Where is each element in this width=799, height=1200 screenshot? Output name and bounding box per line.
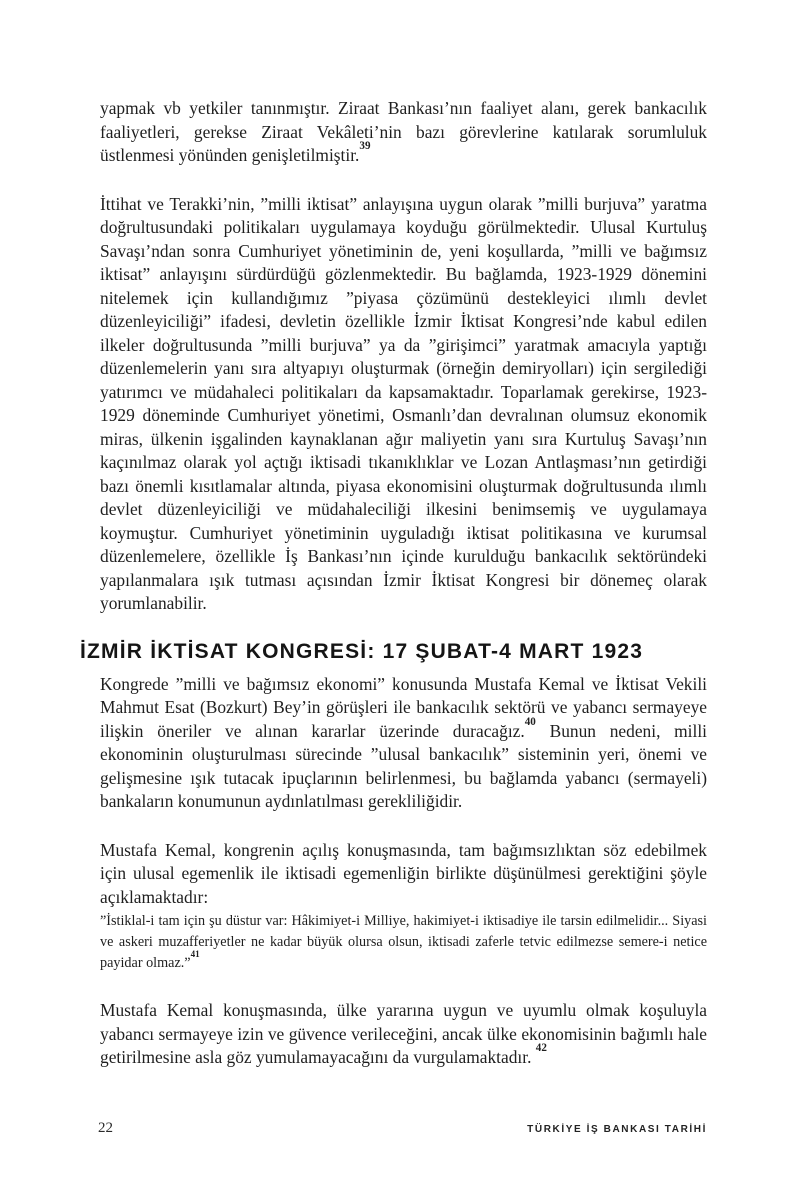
paragraph-ittihat-terakki <box>100 193 707 616</box>
footnote-marker-40: 40 <box>524 715 536 728</box>
paragraph-text: İttihat ve Terakki’nin, ”milli iktisat” anlayışına uygun olarak ”milli burjuva” yaratma doğrultusundaki politikaları uygulamaya koyduğu görülmektedir. Ulusal Kurtuluş Savaşı’ndan sonra Cumhuriyet yönetiminin de, yeni koşullarda, ”milli ve bağımsız iktisat” anlayışını sürdürdüğü gözlenmektedir. Bu bağlamda, 1923-1929 dönemini nitelemek için kullandığımız ”piyasa çözümünü destekleyici ılımlı devlet düzenleyiciliği” ifadesi, devletin özellikle İzmir İktisat Kongresi’nde kabul edilen ilkeler doğrultusunda ”milli burjuva” ya da ”girişimci” yaratmak amacıyla yaptığı düzenlemelerin yanı sıra altyapıyı oluşturmak (örneğin demiryolları) için sergilediği yatırımcı ve müdahaleci politikaları da kapsamaktadır. Toparlamak gerekirse, 1923-1929 döneminde Cumhuriyet yönetimi, Osmanlı’dan devralınan olumsuz ekonomik miras, ülkenin işgalinden kaynaklanan ağır maliyetin yanı sıra Kurtuluş Savaşı’nın kaçınılmaz olarak yol açtığı iktisadi tıkanıklıklar ve Lozan Antlaşması’nın getirdiği bazı önemli kısıtlamalar altında, piyasa ekonomisini oluşturmak doğrultusunda ılımlı devlet düzenleyiciliği ve müdahaleciliği ilkesini benimsemiş ve uygulamaya koymuştur. Cumhuriyet yönetiminin uyguladığı iktisat politikasına ve kurumsal düzenlemelere, özellikle İş Bankası’nın içinde kurulduğu bankacılık sektöründeki yapılanmalara ışık tutması açısından İzmir İktisat Kongresi bir dönemeç olarak yorumlanabilir. <box>100 193 707 613</box>
paragraph-acilis-konusmasi <box>100 839 707 910</box>
paragraph-kongre <box>100 673 707 814</box>
footnote-marker-39: 39 <box>359 140 371 153</box>
paragraph-text: yapmak vb yetkiler tanınmıştır. Ziraat Bankası’nın faaliyet alanı, gerek bankacılık faaliyetleri, gerekse Ziraat Vekâleti’nin bazı görevlerine katılarak sorumluluk üstlenmesi yönünden genişletilmiştir. <box>100 98 707 165</box>
paragraph-ziraat-bankasi <box>100 97 707 168</box>
page-footer <box>98 1120 707 1137</box>
page-content <box>80 97 707 1070</box>
footnote-marker-41: 41 <box>190 949 200 960</box>
paragraph-text: Bunun nedeni, milli ekonominin oluşturulması sürecinde ”ulusal bankacılık” sisteminin yeri, önemi ve gelişmesine ışık tutacak ipuçlarının belirlenmesi, bu bağlamda yabancı (sermayeli) bankaların konumunun aydınlatılması gerekliliğidir. <box>100 720 708 811</box>
running-title: TÜRKİYE İŞ BANKASI TARİHİ <box>527 1124 707 1135</box>
paragraph-text: Mustafa Kemal konuşmasında, ülke yararına uygun ve uyumlu olmak koşuluyla yabancı sermayeye izin ve güvence verileceğini, ancak ülke ekonomisinin bağımlı hale getirilmesine asla göz yumulamayacağını da vurgulamaktadır. <box>100 1000 707 1067</box>
quote-text: ”İstiklal-i tam için şu düstur var: Hâkimiyet-i Milliye, hakimiyet-i iktisadiye ile tarsin edilmelidir... Siyasi ve askeri muzafferiyetler ne kadar büyük olursa olsun, iktisadi zaferle tetvic edilmezse semere-i netice payidar olmaz.” <box>100 913 707 971</box>
page-number: 22 <box>98 1120 113 1136</box>
footnote-marker-42: 42 <box>535 1042 547 1055</box>
paragraph-text: Kongrede ”milli ve bağımsız ekonomi” konusunda Mustafa Kemal ve İktisat Vekili Mahmut Esat (Bozkurt) Bey’in görüşleri ile bankacılık sektörü ve yabancı sermayeye ilişkin öneriler ve alınan kararlar üzerinde duracağız. <box>100 673 707 741</box>
quote-istiklal <box>100 911 707 974</box>
section-heading: İZMİR İKTİSAT KONGRESİ: 17 ŞUBAT-4 MART 1923 <box>80 639 644 663</box>
paragraph-kapanis <box>100 999 707 1070</box>
paragraph-text: Mustafa Kemal, kongrenin açılış konuşmasında, tam bağımsızlıktan söz edebilmek için ulusal egemenlik ile iktisadi egemenliğin birlikte düşünülmesi gerektiğini şöyle açıklamaktadır: <box>100 839 707 907</box>
